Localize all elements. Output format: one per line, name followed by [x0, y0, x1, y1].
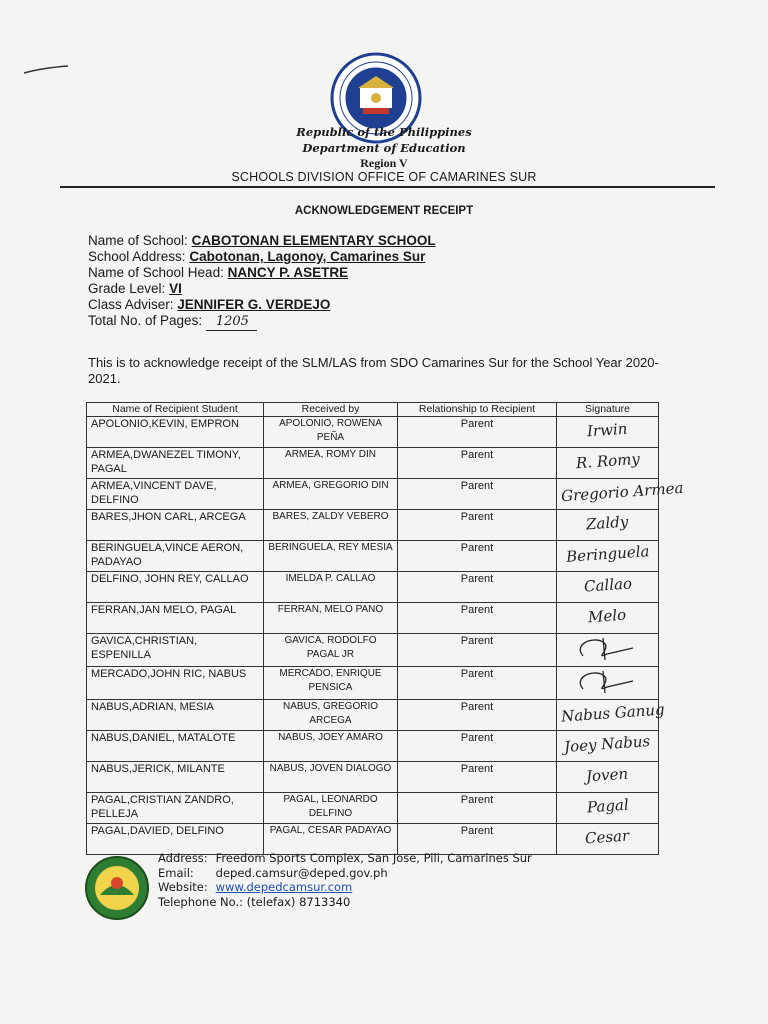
- relationship-cell: Parent: [398, 634, 557, 667]
- received-by-cell: MERCADO, ENRIQUE PENSICA: [264, 667, 398, 700]
- received-by-cell: ARMEA, ROMY DIN: [264, 448, 398, 479]
- school-info-block: [88, 233, 436, 331]
- handwritten-signature: Joven: [585, 764, 630, 786]
- handwritten-signature: Beringuela: [565, 542, 650, 566]
- student-cell: NABUS,ADRIAN, MESIA: [87, 700, 264, 731]
- class-adviser-value: JENNIFER G. VERDEJO: [177, 297, 331, 312]
- handwritten-signature: Irwin: [586, 419, 629, 441]
- student-cell: DELFINO, JOHN REY, CALLAO: [87, 572, 264, 603]
- handwritten-signature: Cesar: [584, 826, 631, 848]
- document-title: ACKNOWLEDGEMENT RECEIPT: [294, 205, 474, 217]
- table-row: [87, 667, 659, 700]
- relationship-cell: Parent: [398, 510, 557, 541]
- handwritten-signature: Pagal: [586, 795, 629, 817]
- footer-email-label: Email:: [158, 865, 194, 880]
- footer-website-row: [158, 880, 532, 895]
- header-relationship: Relationship to Recipient: [398, 403, 557, 417]
- received-by-cell: BARES, ZALDY VEBERO: [264, 510, 398, 541]
- signature-cell: [557, 793, 659, 824]
- received-by-cell: GAVICA, RODOLFO PAGAL JR: [264, 634, 398, 667]
- footer-address-label: Address:: [158, 851, 208, 865]
- student-cell: NABUS,JERICK, MILANTE: [87, 762, 264, 793]
- table-row: [87, 448, 659, 479]
- total-pages-value: 1205: [206, 314, 257, 331]
- grade-level-value: VI: [169, 281, 182, 296]
- handwritten-signature: Melo: [587, 605, 628, 627]
- signature-cell: [557, 824, 659, 855]
- signature-cell: [557, 541, 659, 572]
- sdo-camarines-sur-logo-icon: [84, 855, 150, 921]
- received-by-cell: PAGAL, CESAR PADAYAO: [264, 824, 398, 855]
- relationship-cell: Parent: [398, 824, 557, 855]
- footer-contact: [158, 851, 532, 909]
- school-address-value: Cabotonan, Lagonoy, Camarines Sur: [189, 249, 426, 264]
- student-cell: MERCADO,JOHN RIC, NABUS: [87, 667, 264, 700]
- total-pages-row: [88, 313, 436, 331]
- signature-cell: [557, 731, 659, 762]
- student-cell: ARMEA,VINCENT DAVE, DELFINO: [87, 479, 264, 510]
- table-row: [87, 541, 659, 572]
- footer-address-row: [158, 851, 532, 866]
- relationship-cell: Parent: [398, 793, 557, 824]
- total-pages-label: Total No. of Pages:: [88, 313, 203, 328]
- school-address-row: [88, 249, 436, 265]
- recipient-table: [86, 402, 684, 855]
- table-row: [87, 762, 659, 793]
- relationship-cell: Parent: [398, 667, 557, 700]
- footer-address-value: Freedom Sports Complex, San Jose, Pili, Camarines Sur: [215, 851, 532, 865]
- recipient-table-body: [87, 417, 684, 855]
- school-name-row: [88, 233, 436, 249]
- signature-cell: [557, 478, 684, 510]
- footer-email-row: [158, 866, 532, 881]
- header-student: Name of Recipient Student: [87, 403, 264, 417]
- signature-cell: [557, 510, 659, 541]
- student-cell: PAGAL,CRISTIAN ZANDRO, PELLEJA: [87, 793, 264, 824]
- student-cell: ARMEA,DWANEZEL TIMONY, PAGAL: [87, 448, 264, 479]
- signature-cell: [557, 667, 659, 700]
- header-signature: Signature: [557, 403, 659, 417]
- footer-website-link[interactable]: www.depedcamsur.com: [215, 880, 353, 894]
- department-heading: Department of Education: [302, 141, 466, 155]
- table-row: [87, 824, 659, 855]
- received-by-cell: ARMEA, GREGORIO DIN: [264, 479, 398, 510]
- table-row: [87, 417, 659, 448]
- footer-telephone: Telephone No.: (telefax) 8713340: [158, 894, 351, 909]
- table-row: [87, 510, 659, 541]
- signature-cell: [557, 700, 666, 731]
- school-address-label: School Address:: [88, 249, 186, 264]
- student-cell: PAGAL,DAVIED, DELFINO: [87, 824, 264, 855]
- region-heading: Region V: [360, 156, 408, 170]
- table-row: [87, 479, 659, 510]
- relationship-cell: Parent: [398, 541, 557, 572]
- table-row: [87, 603, 659, 634]
- relationship-cell: Parent: [398, 417, 557, 448]
- handwritten-signature: R. Romy: [575, 449, 640, 473]
- signature-cell: [557, 603, 659, 634]
- relationship-cell: Parent: [398, 572, 557, 603]
- received-by-cell: APOLONIO, ROWENA PEÑA: [264, 417, 398, 448]
- class-adviser-label: Class Adviser:: [88, 297, 174, 312]
- header-received-by: Received by: [264, 403, 398, 417]
- school-head-row: [88, 265, 436, 281]
- handwritten-signature: Zaldy: [585, 512, 630, 534]
- received-by-cell: NABUS, JOVEN DIALOGO: [264, 762, 398, 793]
- table-row: [87, 700, 659, 731]
- relationship-cell: Parent: [398, 762, 557, 793]
- table-row: [87, 572, 659, 603]
- school-head-value: NANCY P. ASETRE: [227, 265, 349, 280]
- grade-level-label: Grade Level:: [88, 281, 166, 296]
- relationship-cell: Parent: [398, 700, 557, 731]
- received-by-cell: BERINGUELA, REY MESIA: [264, 541, 398, 572]
- header-divider: [60, 186, 715, 188]
- handwritten-signature: Callao: [582, 574, 633, 596]
- received-by-cell: PAGAL, LEONARDO DELFINO: [264, 793, 398, 824]
- student-cell: FERRAN,JAN MELO, PAGAL: [87, 603, 264, 634]
- school-name-label: Name of School:: [88, 233, 188, 248]
- republic-heading: Republic of the Philippines: [296, 125, 472, 139]
- handwritten-signature: Gregorio Armea: [560, 478, 684, 506]
- relationship-cell: Parent: [398, 448, 557, 479]
- student-cell: GAVICA,CHRISTIAN, ESPENILLA: [87, 634, 264, 667]
- handwritten-signature: Joey Nabus: [563, 732, 652, 756]
- student-cell: NABUS,DANIEL, MATALOTE: [87, 731, 264, 762]
- received-by-cell: NABUS, GREGORIO ARCEGA: [264, 700, 398, 731]
- table-row: [87, 793, 659, 824]
- signature-scribble-icon: [563, 667, 653, 695]
- school-name-value: CABOTONAN ELEMENTARY SCHOOL: [191, 233, 436, 248]
- received-by-cell: FERRAN, MELO PANO: [264, 603, 398, 634]
- student-cell: BARES,JHON CARL, ARCEGA: [87, 510, 264, 541]
- relationship-cell: Parent: [398, 731, 557, 762]
- signature-cell: [557, 762, 659, 793]
- received-by-cell: NABUS, JOEY AMARO: [264, 731, 398, 762]
- student-cell: BERINGUELA,VINCE AERON, PADAYAO: [87, 541, 264, 572]
- table-row: [87, 731, 659, 762]
- signature-cell: [557, 417, 659, 448]
- table-header-row: [87, 403, 659, 417]
- footer-email-value: deped.camsur@deped.gov.ph: [215, 865, 388, 880]
- received-by-cell: IMELDA P. CALLAO: [264, 572, 398, 603]
- handwritten-signature: Nabus Ganug: [560, 700, 666, 726]
- signature-scribble-icon: [563, 634, 653, 662]
- pen-stroke-mark: [22, 62, 70, 76]
- student-cell: APOLONIO,KEVIN, EMPRON: [87, 417, 264, 448]
- relationship-cell: Parent: [398, 603, 557, 634]
- footer-website-label: Website:: [158, 880, 208, 894]
- grade-level-row: [88, 281, 436, 297]
- acknowledgement-statement: This is to acknowledge receipt of the SLM/LAS from SDO Camarines Sur for the School Year 2020-2021.: [88, 355, 659, 386]
- school-head-label: Name of School Head:: [88, 265, 224, 280]
- table-row: [87, 634, 659, 667]
- class-adviser-row: [88, 297, 436, 313]
- signature-cell: [557, 448, 659, 479]
- signature-cell: [557, 634, 659, 667]
- relationship-cell: Parent: [398, 479, 557, 510]
- division-office-heading: SCHOOLS DIVISION OFFICE OF CAMARINES SUR: [231, 170, 537, 184]
- signature-cell: [557, 572, 659, 603]
